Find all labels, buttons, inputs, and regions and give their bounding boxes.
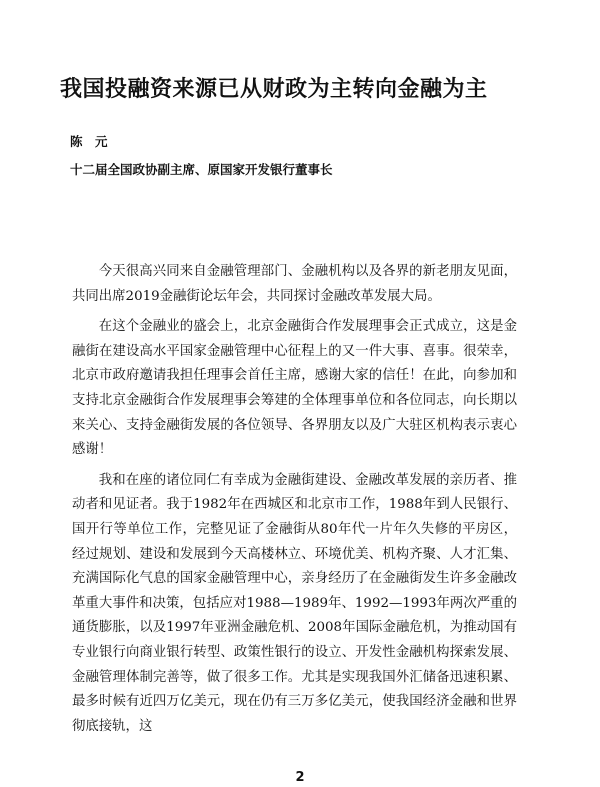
body-paragraph: 今天很高兴同来自金融管理部门、金融机构以及各界的新老朋友见面，共同出席2019金融街论坛年会，共同探讨金融改革发展大局。	[72, 264, 517, 304]
author-affiliation: 十二届全国政协副主席、原国家开发银行董事长	[70, 162, 333, 177]
body-paragraph: 在这个金融业的盛会上，北京金融街合作发展理事会正式成立，这是金融街在建设高水平国家金融管理中心征程上的又一件大事、喜事。很荣幸，北京市政府邀请我担任理事会首任主席，感谢大家的信任！在此，向参加和支持北京金融街合作发展理事会筹建的全体理事单位和各位同志，向长期以来关心、支持金融街发展的各位领导、各界朋友以及广大驻区机构表示衷心感谢！	[72, 319, 517, 458]
page-number: 2	[295, 770, 305, 785]
body-paragraph: 我和在座的诸位同仁有幸成为金融街建设、金融改革发展的亲历者、推动者和见证者。我于1982年在西城区和北京市工作，1988年到人民银行、国开行等单位工作，完整见证了金融街从80年代一片年久失修的平房区，经过规划、建设和发展到今天高楼林立、环境优美、机构齐聚、人才汇集、充满国际化气息的国家金融管理中心，亲身经历了在金融街发生许多金融改革重大事件和决策，包括应对1988—1989年、1992—1993年两次严重的通货膨胀，以及1997年亚洲金融危机、2008年国际金融危机，为推动国有专业银行向商业银行转型、政策性银行的设立、开发性金融机构探索发展、金融管理体制完善等，做了很多工作。尤其是实现我国外汇储备迅速积累、最多时候有近四万亿美元，现在仍有三万多亿美元，使我国经济金融和世界彻底接轨，这	[72, 472, 517, 734]
article-body	[72, 260, 517, 745]
author-name: 陈 元	[70, 134, 108, 149]
article-title: 我国投融资来源已从财政为主转向金融为主	[60, 76, 488, 102]
